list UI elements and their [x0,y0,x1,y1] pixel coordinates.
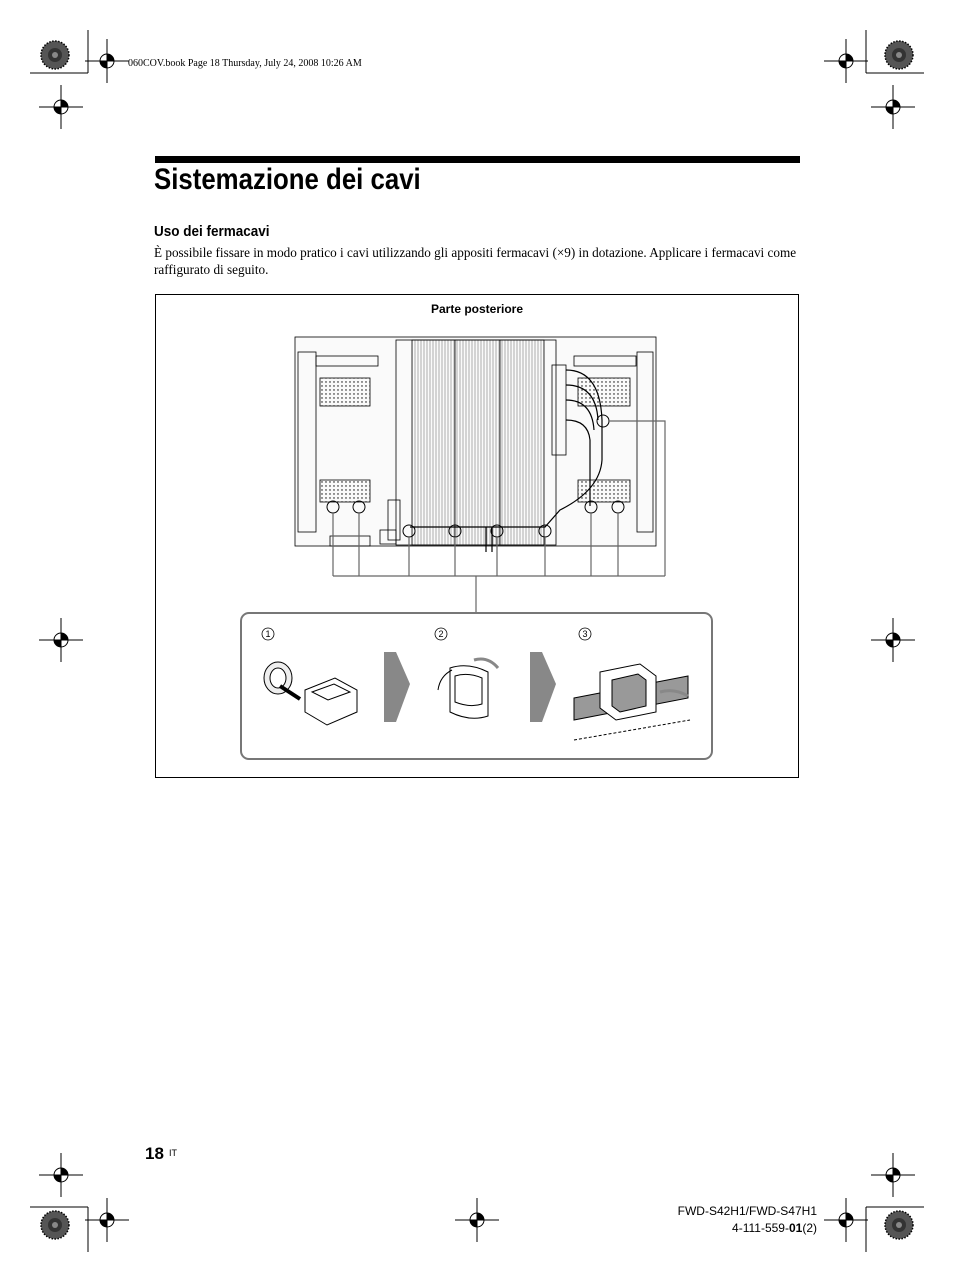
figure-label: Parte posteriore [430,302,524,316]
document-code-suffix: (2) [802,1221,817,1235]
arrow-right-icon [384,652,410,722]
body-paragraph: È possibile fissare in modo pratico i cavi utilizzando gli appositi fermacavi (×9) in dotazione. Applicare i fermacavi come raffigurato di seguito. [154,245,797,277]
document-code-revision: 01 [788,1221,803,1235]
page-number: 18 [145,1144,164,1163]
book-info-header: 060COV.book Page 18 Thursday, July 24, 2008 10:26 AM [128,58,362,69]
clamp-step-2-icon [438,659,498,718]
clamp-step-3-icon [574,664,690,740]
model-number: FWD-S42H1/FWD-S47H1 [677,1204,817,1218]
step-number-3: 3 [582,629,588,639]
section-subtitle: Uso dei fermacavi [154,223,270,240]
step-number-markers [262,628,591,640]
page-title: Sistemazione dei cavi [154,163,421,196]
document-code [600,1221,817,1235]
step-number-2: 2 [438,629,444,639]
page-language: IT [169,1148,177,1158]
document-code-prefix: 4-111-559- [732,1221,789,1235]
arrow-right-icon [530,652,556,722]
clamp-step-1-icon [264,662,357,725]
step-number-1: 1 [265,629,271,639]
